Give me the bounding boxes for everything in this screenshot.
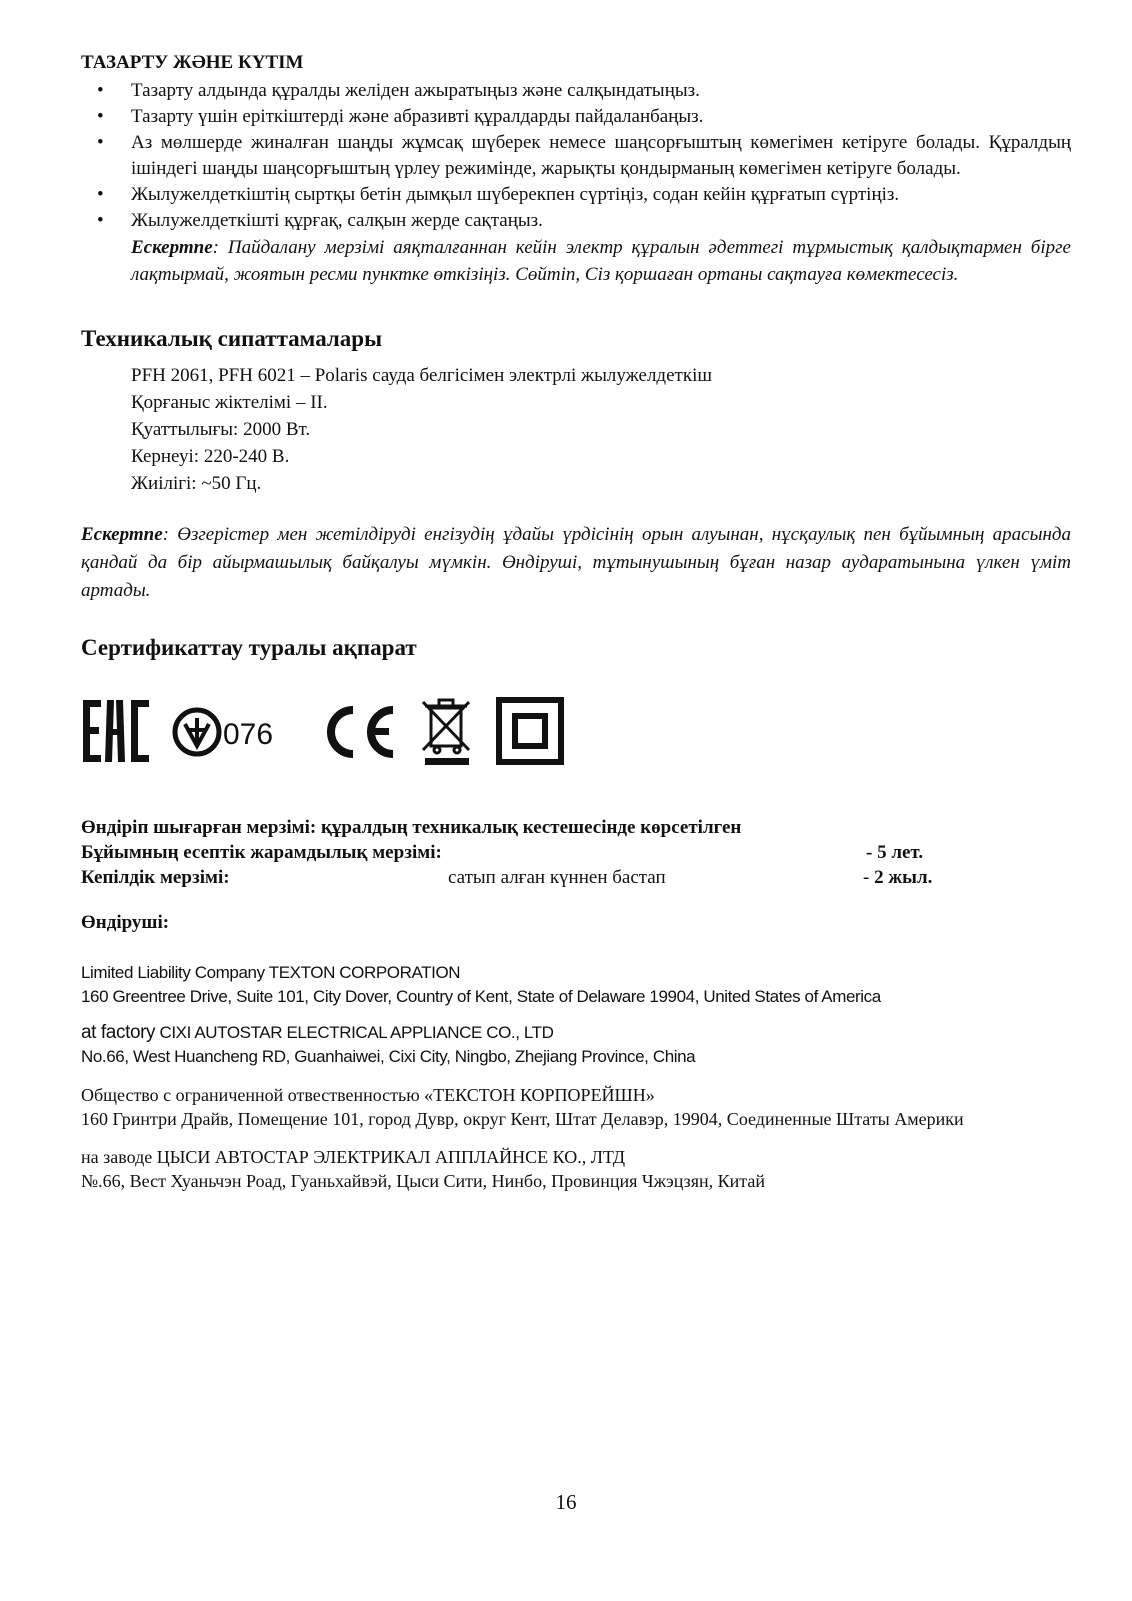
factory-address-en: No.66, West Huancheng RD, Guanhaiwei, Cixi City, Ningbo, Zhejiang Province, China [81,1047,696,1066]
company-address-en: 160 Greentree Drive, Suite 101, City Dover, Country of Kent, State of Delaware 19904, United States of America [81,987,881,1006]
note-label: Ескертпе [81,524,163,545]
weee-bin-icon [417,694,477,768]
manufacturer-en [81,961,1071,1009]
cleaning-heading: ТАЗАРТУ ЖӘНЕ КҮТІМ [81,52,304,73]
warranty-dash: - [863,867,875,888]
rst-mark-icon [171,696,301,766]
spec-line: Қорғаныс жіктелімі – II. [131,392,328,413]
factory-address-ru: №.66, Вест Хуаньчэн Роад, Гуаньхайвэй, Цыси Сити, Нинбо, Провинция Чжэцзян, Китай [81,1171,765,1191]
rst-code: 076 [223,718,274,751]
company-name-en: Limited Liability Company TEXTON CORPORATION [81,963,461,982]
factory-prefix-en: at factory [81,1022,156,1043]
spec-line: Жиілігі: ~50 Гц. [131,473,262,494]
warranty-value: 2 жыл. [874,867,933,888]
warranty-condition: сатып алған күннен бастап [448,867,666,888]
cleaning-item: • Тазарту үшін еріткіштерді және абразивті құралдарды пайдаланбаңыз. [81,104,1071,130]
document-page [81,52,1071,1193]
note-text: : Пайдалану мерзімі аяқталғаннан кейін электр құралын әдеттегі тұрмыстық қалдықтармен бірге лақтырмай, жоятын ресми пунктке өткізіңіз. Сөйтіп, Сіз қоршаған ортаны сақтауға көмектесесіз. [131,237,1071,285]
note-text: : Өзгерістер мен жетілдіруді енгізудің ұдайы үрдісінің орын алуынан, нұсқаулық пен бұйымның арасында қандай да бір айырмашылық байқалуы мүмкін. Өндіруші, тұтынушының бұған назар аударатынына үлкен үміт артады. [81,524,1071,601]
cleaning-item: • Аз мөлшерде жиналған шаңды жұмсақ шүберек немесе шаңсорғыштың көмегімен кетіруге болады. Құралдың ішіндегі шаңды шаңсорғыштың үрлеу режимінде, жарықты қондырманың көмегімен кетіруге болады. [81,130,1071,182]
note-label: Ескертпе [131,237,213,258]
cert-heading: Сертификаттау туралы ақпарат [81,635,417,660]
warranty-row [81,865,1071,890]
changes-note [81,521,1071,605]
double-insulation-icon [495,696,565,766]
factory-ru [81,1145,1071,1193]
service-life-row [81,840,1071,865]
company-name-ru: Общество с ограниченной отвественностью «ТЕКСТОН КОРПОРЕЙШН» [81,1085,655,1105]
cleaning-item: • Жылужелдеткішті құрғақ, салқын жерде сақтаңыз. [81,208,1071,234]
ce-mark-icon [319,696,399,766]
spec-line: PFH 2061, PFH 6021 – Polaris сауда белгісімен электрлі жылужелдеткіш [131,365,712,386]
factory-en [81,1021,1071,1069]
spec-line: Кернеуі: 220-240 В. [131,446,290,467]
manufacturer-heading: Өндіруші: [81,912,170,933]
service-life-label: Бұйымның есептік жарамдылық мерзімі: [81,842,442,863]
eac-mark-icon [81,696,153,766]
disposal-note [81,234,1071,288]
terms-block [81,815,1071,890]
specs-heading: Техникалық сипаттамалары [81,326,383,351]
factory-name-en: CIXI AUTOSTAR ELECTRICAL APPLIANCE CO., LTD [155,1023,554,1042]
company-address-ru: 160 Гринтри Драйв, Помещение 101, город Дувр, округ Кент, Штат Делавэр, 19904, Соединенные Штаты Америки [81,1109,964,1129]
cleaning-item: • Тазарту алдында құралды желіден ажыратыңыз және салқындатыңыз. [81,78,1071,104]
manufacturer-ru [81,1083,1071,1131]
factory-name-ru: на заводе ЦЫСИ АВТОСТАР ЭЛЕКТРИКАЛ АППЛАЙНСЕ КО., ЛТД [81,1147,626,1167]
cert-logos [81,691,1071,771]
cleaning-item: • Жылужелдеткіштің сыртқы бетін дымқыл шүберекпен сүртіңіз, содан кейін құрғатып сүртіңіз. [81,182,1071,208]
service-life-value: - 5 лет. [866,842,924,863]
specs-block [81,362,1071,497]
production-date-line: Өндіріп шығарған мерзімі: құралдың техникалық кестешесінде көрсетілген [81,817,742,838]
spec-line: Қуаттылығы: 2000 Вт. [131,419,311,440]
page-number: 16 [555,1490,577,1514]
warranty-label: Кепілдік мерзімі: [81,867,230,888]
cleaning-list [81,78,1071,234]
